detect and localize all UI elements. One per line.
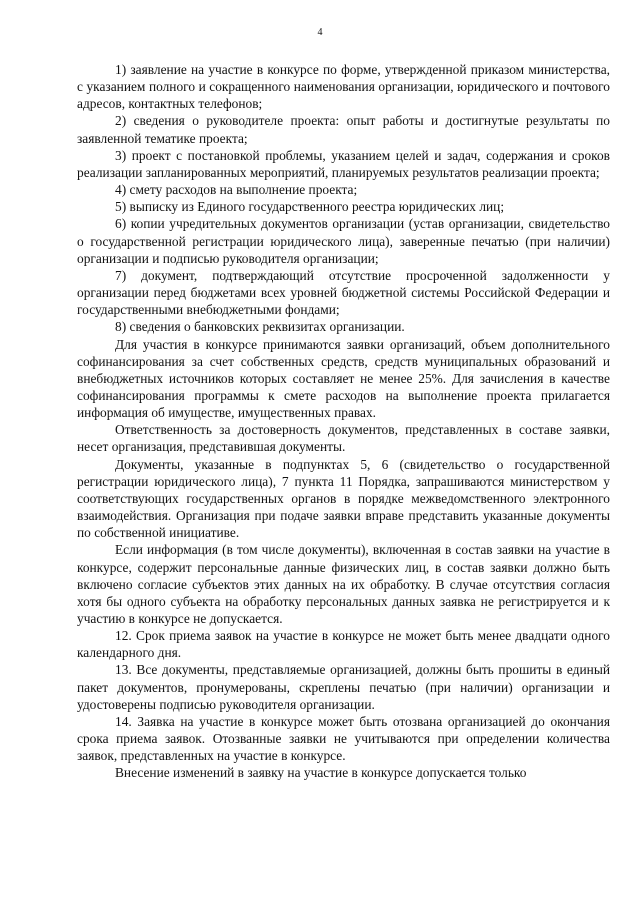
paragraph-cofinancing: Для участия в конкурсе принимаются заявки организаций, объем дополнительного софинансирования за счет собственных средств, средств муниципальных образований и внебюджетных источников которых составляет не менее 25%. Для зачисления в качестве софинансирования программы к смете расходов на выполнение проекта прилагается информация об имуществе, имущественных правах. xyxy=(77,336,610,421)
page-number: 4 xyxy=(317,27,323,38)
paragraph-amendments: Внесение изменений в заявку на участие в конкурсе допускается только xyxy=(115,765,527,781)
paragraph-interagency-requests: Документы, указанные в подпунктах 5, 6 (свидетельство о государственной регистрации юридического лица), 7 пункта 11 Порядка, запрашиваются министерством у соответствующих государственных органов в порядке межведомственного электронного взаимодействия. Организация при подаче заявки вправе представить указанные документы по собственной инициативе. xyxy=(77,456,610,541)
document-body xyxy=(77,61,610,782)
paragraph-personal-data: Если информация (в том числе документы), включенная в состав заявки на участие в конкурсе, содержит персональные данные физических лиц, в состав заявки должно быть включено согласие субъектов этих данных на их обработку. В случае отсутствия согласия хотя бы одного субъекта на обработку персональных данных заявка не регистрируется и к участию в конкурсе не допускается. xyxy=(77,542,610,626)
paragraph-item-2-manager-info: 2) сведения о руководителе проекта: опыт работы и достигнутые результаты по заявленной тематике проекта; xyxy=(77,113,610,146)
paragraph-clause-14: 14. Заявка на участие в конкурсе может быть отозвана организацией до окончания срока приема заявок. Отозванные заявки не учитываются при определении количества заявок, представленных на участие в конкурсе. xyxy=(77,713,610,764)
paragraph-item-8-bank-details: 8) сведения о банковских реквизитах организации. xyxy=(115,319,405,335)
paragraph-item-3-project: 3) проект с постановкой проблемы, указанием целей и задач, содержания и сроков реализации запланированных мероприятий, планируемых результатов реализации проекта; xyxy=(77,147,610,180)
paragraph-item-1-application: 1) заявление на участие в конкурсе по форме, утвержденной приказом министерства, с указанием полного и сокращенного наименования организации, юридического и почтового адресов, контактных телефонов; xyxy=(77,62,610,112)
paragraph-responsibility: Ответственность за достоверность документов, представленных в составе заявки, несет организация, представившая документы. xyxy=(77,422,610,455)
paragraph-item-7-no-debt: 7) документ, подтверждающий отсутствие просроченной задолженности у организации перед бюджетами всех уровней бюджетной системы Российской Федерации и государственными внебюджетными фондами; xyxy=(77,267,610,318)
paragraph-clause-12: 12. Срок приема заявок на участие в конкурсе не может быть менее двадцати одного календарного дня. xyxy=(77,628,610,661)
paragraph-item-6-founding-documents: 6) копии учредительных документов организации (устав организации, свидетельство о государственной регистрации юридического лица), заверенные печатью (при наличии) организации и подписью руководителя организации; xyxy=(77,216,610,266)
paragraph-item-4-budget: 4) смету расходов на выполнение проекта; xyxy=(115,182,358,198)
paragraph-clause-13: 13. Все документы, представляемые организацией, должны быть прошиты в единый пакет документов, пронумерованы, скреплены печатью (при наличии) организации и удостоверены подписью руководителя организации. xyxy=(77,662,610,712)
paragraph-item-5-registry-extract: 5) выписку из Единого государственного реестра юридических лиц; xyxy=(115,199,505,215)
